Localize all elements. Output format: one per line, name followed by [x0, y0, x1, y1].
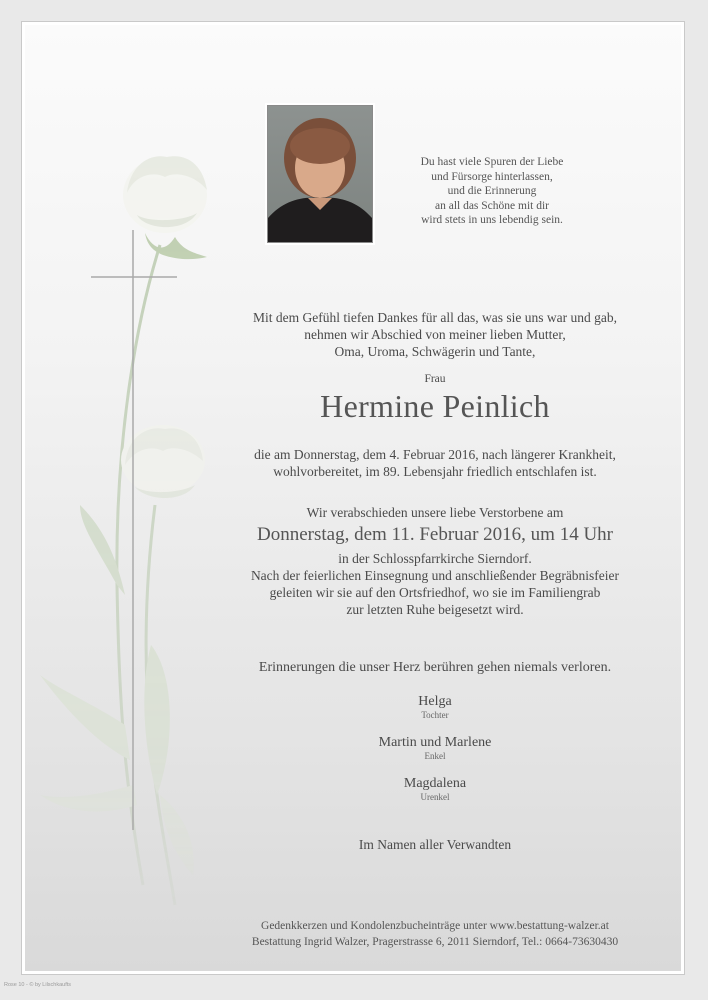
- image-credit: Rose 10 - © by Lilschkaufts: [4, 982, 72, 988]
- intro-line: Mit dem Gefühl tiefen Dankes für all das, was sie uns war und gab,: [252, 310, 618, 325]
- poem-line: an all das Schöne mit dir: [434, 199, 550, 212]
- poem-line: und die Erinnerung: [447, 185, 537, 197]
- ceremony-line: in der Schlosspfarrkirche Sierndorf.: [338, 551, 532, 566]
- mourner-name: Helga: [418, 694, 452, 709]
- ceremony-line: geleiten wir sie auf den Ortsfriedhof, wo sie im Familiengrab: [269, 585, 601, 600]
- poem-line: Du hast viele Spuren der Liebe: [420, 156, 564, 168]
- footer: [225, 918, 645, 950]
- death-notice-line: die am Donnerstag, dem 4. Februar 2016, nach längerer Krankheit,: [254, 447, 616, 462]
- death-notice-line: wohlvorbereitet, im 89. Lebensjahr friedlich entschlafen ist.: [273, 464, 597, 479]
- ceremony-line: zur letzten Ruhe beigesetzt wird.: [346, 602, 524, 617]
- mourner: [225, 693, 645, 720]
- footer-line: Bestattung Ingrid Walzer, Pragerstrasse 6, 2011 Sierndorf, Tel.: 0664-73630430: [251, 936, 619, 948]
- poem: [397, 155, 587, 228]
- poem-line: wird stets in uns lebendig sein.: [421, 214, 563, 226]
- funeral-date: Donnerstag, dem 11. Februar 2016, um 14 Uhr: [256, 524, 613, 545]
- white-rose-decoration: [25, 25, 255, 974]
- mourner: [225, 775, 645, 802]
- footer-line: Gedenkkerzen und Kondolenzbucheinträge unter www.bestattung-walzer.at: [261, 920, 609, 932]
- poem-line: und Fürsorge hinterlassen,: [431, 170, 553, 183]
- intro-line: nehmen wir Abschied von meiner lieben Mutter,: [304, 327, 566, 342]
- farewell-intro: Wir verabschieden unsere liebe Verstorbene am: [306, 505, 564, 520]
- deceased-name: Hermine Peinlich: [320, 388, 550, 424]
- mourner: [225, 734, 645, 761]
- death-notice: [225, 446, 645, 480]
- mourner-name: Martin und Marlene: [378, 735, 492, 750]
- mourner-relation: Urenkel: [420, 792, 450, 802]
- obituary-card: [22, 22, 684, 974]
- mourner-name: Magdalena: [403, 776, 467, 791]
- memory-line: Erinnerungen die unser Herz berühren gehen niemals verloren.: [258, 660, 612, 675]
- ceremony-text: [225, 550, 645, 618]
- mourner-relation: Tochter: [421, 710, 449, 720]
- intro-text: [225, 309, 645, 360]
- ceremony-line: Nach der feierlichen Einsegnung und anschließender Begräbnisfeier: [250, 568, 620, 583]
- mourner-relation: Enkel: [424, 751, 446, 761]
- portrait-photo: [267, 105, 373, 243]
- title-prefix: Frau: [424, 373, 446, 385]
- intro-line: Oma, Uroma, Schwägerin und Tante,: [334, 344, 536, 359]
- closing-line: Im Namen aller Verwandten: [358, 837, 512, 852]
